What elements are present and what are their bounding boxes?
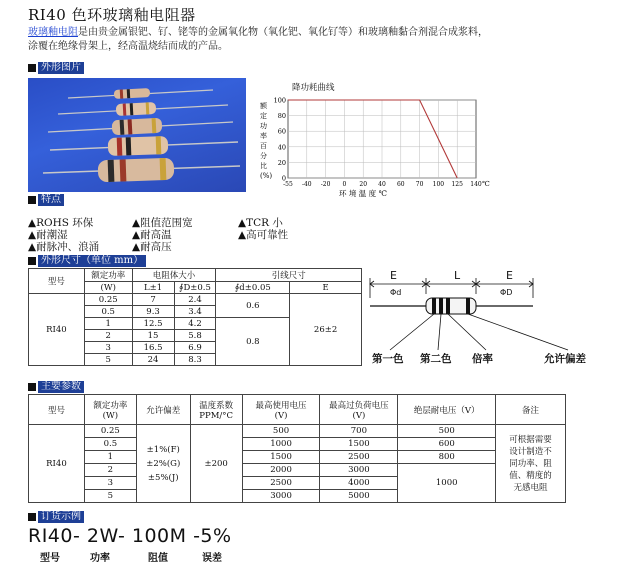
derating-xtick: 20 bbox=[359, 181, 368, 188]
dim-header-power: 额定功率 bbox=[84, 269, 132, 282]
derating-xtick: -40 bbox=[301, 181, 312, 188]
section-bullet-icon bbox=[28, 383, 36, 391]
param-header-temp-unit: PPM/°C bbox=[199, 410, 234, 421]
dim-D-cell: 6.9 bbox=[174, 342, 216, 354]
table-row bbox=[29, 451, 566, 464]
features-row bbox=[28, 217, 620, 229]
derating-xtick: 125 bbox=[451, 181, 463, 188]
section-order-label: 订货示例 bbox=[38, 511, 84, 523]
resistor-5 bbox=[43, 158, 240, 183]
param-tol-1: ±1%(F) bbox=[146, 444, 180, 455]
features-row bbox=[28, 229, 620, 241]
param-header-insulation: 绝层耐电压（V） bbox=[398, 395, 496, 425]
derating-xtick: 70 bbox=[415, 181, 424, 188]
param-ins-cell: 500 bbox=[398, 425, 496, 438]
section-params-label: 主要参数 bbox=[38, 381, 84, 393]
param-vmax-cell: 2500 bbox=[242, 477, 320, 490]
drawing-label-multiplier: 倍率 bbox=[472, 353, 493, 365]
param-note-line: 无感电阻 bbox=[513, 482, 548, 493]
table-row bbox=[29, 464, 566, 477]
param-power-cell: 3 bbox=[84, 477, 136, 490]
param-ins-cell: 1000 bbox=[398, 464, 496, 503]
param-power-cell: 1 bbox=[84, 451, 136, 464]
resistor-4 bbox=[50, 136, 238, 156]
param-header-note: 备注 bbox=[496, 395, 566, 425]
param-vmax-cell: 3000 bbox=[242, 490, 320, 503]
resistor-1 bbox=[68, 88, 213, 99]
product-photo bbox=[28, 78, 246, 192]
table-row bbox=[29, 425, 566, 438]
dim-header-d: ∮d±0.05 bbox=[216, 282, 290, 294]
param-header-power-label: 额定功率 bbox=[93, 400, 128, 411]
drawing-label-E-right: E bbox=[506, 269, 513, 282]
param-header-vover bbox=[320, 395, 398, 425]
derating-xtick: -55 bbox=[283, 181, 293, 188]
section-bullet-icon bbox=[28, 196, 36, 204]
param-header-temp bbox=[190, 395, 242, 425]
dim-E-cell: 26±2 bbox=[290, 294, 362, 366]
derating-title: 降功耗曲线 bbox=[292, 83, 335, 93]
param-note-line: 同功率、阻 bbox=[509, 458, 552, 469]
section-bullet-icon bbox=[28, 64, 36, 72]
feature-item: ▲耐高温 bbox=[132, 229, 172, 241]
dim-D-cell: 8.3 bbox=[174, 354, 216, 366]
param-power-cell: 0.5 bbox=[84, 438, 136, 451]
dim-D-cell: 2.4 bbox=[174, 294, 216, 306]
derating-ytick: 60 bbox=[277, 127, 286, 136]
dim-header-D: ∮D±0.5 bbox=[174, 282, 216, 294]
dim-header-E: E bbox=[290, 282, 362, 294]
param-note-cell bbox=[496, 425, 566, 503]
param-vmax-cell: 1500 bbox=[242, 451, 320, 464]
derating-yaxis-label bbox=[260, 101, 272, 180]
features-row bbox=[28, 241, 620, 253]
derating-yaxis-char: 定 bbox=[260, 112, 267, 120]
resistor-photo-drawing bbox=[28, 78, 246, 192]
section-bullet-icon bbox=[28, 257, 36, 265]
dim-L-cell: 24 bbox=[132, 354, 174, 366]
drawing-label-E-left: E bbox=[390, 269, 397, 282]
param-temp-cell: ±200 bbox=[190, 425, 242, 503]
param-header-power bbox=[84, 395, 136, 425]
param-header-temp-label: 温度系数 bbox=[199, 400, 234, 411]
section-dimensions-header bbox=[28, 255, 146, 267]
derating-xtick: 40 bbox=[378, 181, 386, 188]
param-header-vover-unit: (V) bbox=[352, 410, 366, 421]
param-vover-cell: 4000 bbox=[320, 477, 398, 490]
derating-xtick: 60 bbox=[396, 181, 405, 188]
param-note-line: 设计制造不 bbox=[509, 446, 552, 457]
derating-xtick: 140 bbox=[470, 181, 482, 188]
section-params-header bbox=[28, 381, 84, 393]
feature-item: ▲高可靠性 bbox=[238, 229, 289, 241]
derating-x-unit: ℃ bbox=[482, 180, 490, 188]
derating-yaxis-char: 比 bbox=[260, 162, 267, 170]
derating-xtick: 100 bbox=[432, 181, 445, 188]
table-row bbox=[29, 438, 566, 451]
param-power-cell: 0.25 bbox=[84, 425, 136, 438]
param-vover-cell: 2500 bbox=[320, 451, 398, 464]
intro-text-2: 涂覆在绝缘骨架上，经高温烧结而成的产品。 bbox=[28, 41, 228, 52]
resistor-drawing bbox=[370, 298, 533, 314]
drawing-label-band1: 第一色 bbox=[372, 353, 404, 365]
dim-L-cell: 12.5 bbox=[132, 318, 174, 330]
drawing-label-d: Φd bbox=[390, 288, 402, 297]
param-vover-cell: 5000 bbox=[320, 490, 398, 503]
dim-power-cell: 0.25 bbox=[84, 294, 132, 306]
derating-ytick: 20 bbox=[277, 158, 286, 167]
param-header-vover-label: 最高过负荷电压 bbox=[329, 400, 389, 411]
derating-yaxis-char: 功 bbox=[260, 122, 267, 130]
section-order-header bbox=[28, 511, 84, 523]
derating-curve-line bbox=[288, 100, 457, 178]
dim-L-cell: 7 bbox=[132, 294, 174, 306]
intro-text-1: 是由贵金属银钯、钌、铑等的金属氧化物（氧化钯、氧化钌等）和玻璃釉黏合剂混合成浆料， bbox=[78, 27, 488, 38]
param-vmax-cell: 500 bbox=[242, 425, 320, 438]
parameter-table bbox=[28, 394, 566, 503]
param-power-cell: 5 bbox=[84, 490, 136, 503]
param-header-vmax-label: 最高使用电压 bbox=[255, 400, 307, 411]
derating-yaxis-char: 分 bbox=[260, 152, 267, 160]
derating-xlabel: 环 境 温 度 ℃ bbox=[339, 189, 387, 198]
page-title: RI40 色环玻璃釉电阻器 bbox=[28, 6, 196, 24]
section-features-label: 特点 bbox=[38, 194, 64, 206]
param-vover-cell: 700 bbox=[320, 425, 398, 438]
derating-yaxis-char: 率 bbox=[260, 132, 267, 140]
dimension-table bbox=[28, 268, 362, 366]
drawing-label-L: L bbox=[454, 269, 461, 282]
param-ins-cell: 800 bbox=[398, 451, 496, 464]
dim-power-cell: 2 bbox=[84, 330, 132, 342]
feature-item: ▲耐潮湿 bbox=[28, 229, 68, 241]
param-header-model: 型号 bbox=[29, 395, 85, 425]
drawing-label-tolerance: 允许偏差 bbox=[544, 353, 586, 365]
dim-d-cell: 0.8 bbox=[216, 318, 290, 366]
dim-D-cell: 4.2 bbox=[174, 318, 216, 330]
dim-d-cell: 0.6 bbox=[216, 294, 290, 318]
dim-power-cell: 5 bbox=[84, 354, 132, 366]
derating-ytick: 80 bbox=[277, 112, 286, 121]
section-outline-header bbox=[28, 62, 84, 74]
order-label-model: 型号 bbox=[40, 553, 60, 564]
dim-D-cell: 3.4 bbox=[174, 306, 216, 318]
order-label-resistance: 阻值 bbox=[148, 553, 168, 564]
resistor-3 bbox=[48, 118, 233, 136]
param-power-cell: 2 bbox=[84, 464, 136, 477]
param-tolerance-cell bbox=[136, 425, 190, 503]
dim-header-model: 型号 bbox=[29, 269, 85, 294]
derating-yaxis-char: 额 bbox=[260, 102, 267, 110]
dim-header-power-unit: (W) bbox=[84, 282, 132, 294]
dimension-drawing bbox=[368, 264, 618, 374]
feature-item: ▲耐高压 bbox=[132, 241, 172, 253]
param-note-line: 值、精度的 bbox=[509, 470, 552, 481]
derating-xtick: -20 bbox=[320, 181, 331, 188]
derating-ytick: 100 bbox=[273, 96, 286, 105]
resistor-2 bbox=[58, 102, 228, 116]
band-leader-lines bbox=[390, 314, 568, 350]
param-header-vmax-unit: (V) bbox=[274, 410, 288, 421]
dim-power-cell: 3 bbox=[84, 342, 132, 354]
table-row bbox=[29, 294, 362, 306]
param-tol-2: ±2%(G) bbox=[146, 458, 181, 469]
dim-header-L: L±1 bbox=[132, 282, 174, 294]
section-bullet-icon bbox=[28, 513, 36, 521]
derating-ytick: 0 bbox=[281, 174, 286, 183]
derating-ytick: 40 bbox=[277, 143, 286, 152]
dim-header-body: 电阻体大小 bbox=[132, 269, 216, 282]
dim-L-cell: 16.5 bbox=[132, 342, 174, 354]
param-tol-3: ±5%(J) bbox=[147, 472, 179, 483]
dim-D-cell: 5.8 bbox=[174, 330, 216, 342]
intro-link[interactable]: 玻璃釉电阻 bbox=[28, 27, 78, 38]
dim-L-cell: 15 bbox=[132, 330, 174, 342]
order-example: RI40- 2W- 100M -5% bbox=[28, 525, 232, 547]
section-outline-label: 外形图片 bbox=[38, 62, 84, 74]
derating-chart bbox=[258, 80, 498, 198]
param-header-vmax bbox=[242, 395, 320, 425]
param-vmax-cell: 1000 bbox=[242, 438, 320, 451]
dim-L-cell: 9.3 bbox=[132, 306, 174, 318]
drawing-label-band2: 第二色 bbox=[420, 353, 452, 365]
param-vmax-cell: 2000 bbox=[242, 464, 320, 477]
param-header-tolerance: 允许偏差 bbox=[136, 395, 190, 425]
dim-model-cell: RI40 bbox=[29, 294, 85, 366]
param-note-line: 可根据需要 bbox=[509, 434, 552, 445]
param-header-power-unit: (W) bbox=[102, 410, 119, 421]
param-model-cell: RI40 bbox=[29, 425, 85, 503]
param-vover-cell: 1500 bbox=[320, 438, 398, 451]
derating-xtick: 0 bbox=[342, 181, 347, 188]
param-ins-cell: 600 bbox=[398, 438, 496, 451]
feature-item: ▲耐脉冲、浪涌 bbox=[28, 241, 100, 253]
feature-item: ▲ROHS 环保 bbox=[28, 217, 94, 229]
dim-power-cell: 1 bbox=[84, 318, 132, 330]
derating-yaxis-char: (%) bbox=[260, 172, 273, 180]
order-label-tolerance: 误差 bbox=[202, 553, 222, 564]
feature-item: ▲阻值范围宽 bbox=[132, 217, 193, 229]
section-features-header bbox=[28, 194, 64, 206]
feature-item: ▲TCR 小 bbox=[238, 217, 283, 229]
dim-header-lead: 引线尺寸 bbox=[216, 269, 362, 282]
dim-power-cell: 0.5 bbox=[84, 306, 132, 318]
intro-paragraph bbox=[28, 26, 603, 54]
derating-yaxis-char: 百 bbox=[260, 142, 267, 150]
param-vover-cell: 3000 bbox=[320, 464, 398, 477]
drawing-label-D: ΦD bbox=[500, 288, 513, 297]
features-list bbox=[28, 217, 620, 253]
order-label-power: 功率 bbox=[90, 553, 110, 564]
section-dimensions-label: 外形尺寸（单位 mm） bbox=[38, 255, 146, 267]
